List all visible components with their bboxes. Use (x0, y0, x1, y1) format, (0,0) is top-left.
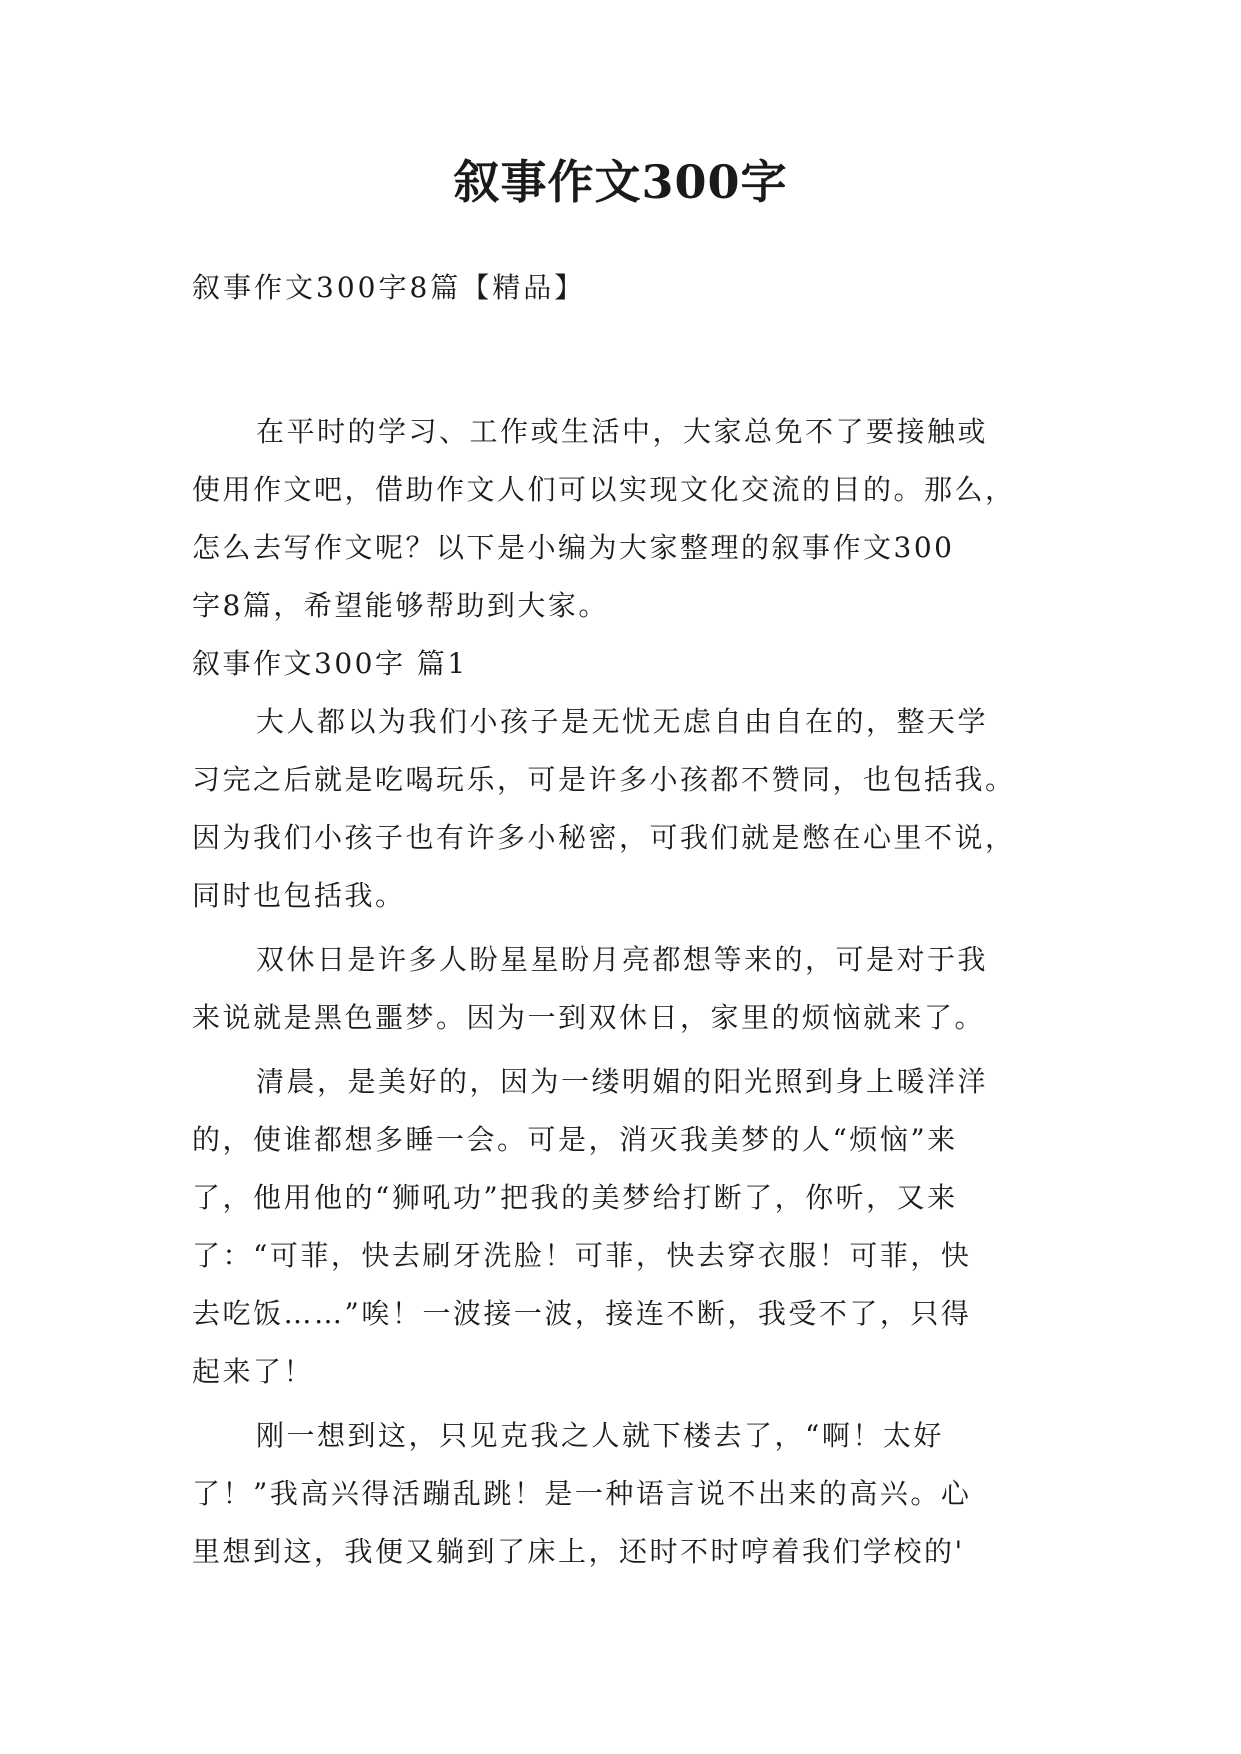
document-subtitle: 叙事作文300字8篇【精品】 (192, 271, 586, 304)
text-line: 双休日是许多人盼星星盼月亮都想等来的，可是对于我 (256, 943, 989, 976)
text-line: 习完之后就是吃喝玩乐，可是许多小孩都不赞同，也包括我。 (192, 763, 1016, 796)
document-body (192, 403, 1072, 1581)
text-line: 因为我们小孩子也有许多小秘密，可我们就是憋在心里不说， (192, 821, 1016, 854)
text-line: 来说就是黑色噩梦。因为一到双休日，家里的烦恼就来了。 (192, 1001, 986, 1034)
document-title: 叙事作文300字 (453, 155, 788, 209)
text-line: 的，使谁都想多睡一会。可是，消灭我美梦的人“烦恼”来 (192, 1123, 958, 1156)
text-line: 大人都以为我们小孩子是无忧无虑自由自在的，整天学 (256, 705, 989, 738)
text-line: 起来了！ (192, 1355, 315, 1388)
text-line: 在平时的学习、工作或生活中，大家总免不了要接触或 (256, 415, 989, 448)
text-line: 了：“可菲，快去刷牙洗脸！可菲，快去穿衣服！可菲，快 (192, 1239, 972, 1272)
text-line: 里想到这，我便又躺到了床上，还时不时哼着我们学校的' (192, 1535, 965, 1568)
text-line: 刚一想到这，只见克我之人就下楼去了，“啊！太好 (256, 1419, 944, 1452)
text-line: 怎么去写作文呢？以下是小编为大家整理的叙事作文300 (192, 531, 955, 564)
text-line: 使用作文吧，借助作文人们可以实现文化交流的目的。那么， (192, 473, 1016, 506)
text-line: 去吃饭……”唉！一波接一波，接连不断，我受不了，只得 (192, 1297, 972, 1330)
text-line: 了，他用他的“狮吼功”把我的美梦给打断了，你听，又来 (192, 1181, 958, 1214)
text-line: 字8篇，希望能够帮助到大家。 (192, 589, 609, 622)
text-line: 同时也包括我。 (192, 879, 406, 912)
text-line: 了！”我高兴得活蹦乱跳！是一种语言说不出来的高兴。心 (192, 1477, 972, 1510)
text-line: 清晨，是美好的，因为一缕明媚的阳光照到身上暖洋洋 (256, 1065, 989, 1098)
text-line: 叙事作文300字 篇1 (192, 647, 468, 680)
